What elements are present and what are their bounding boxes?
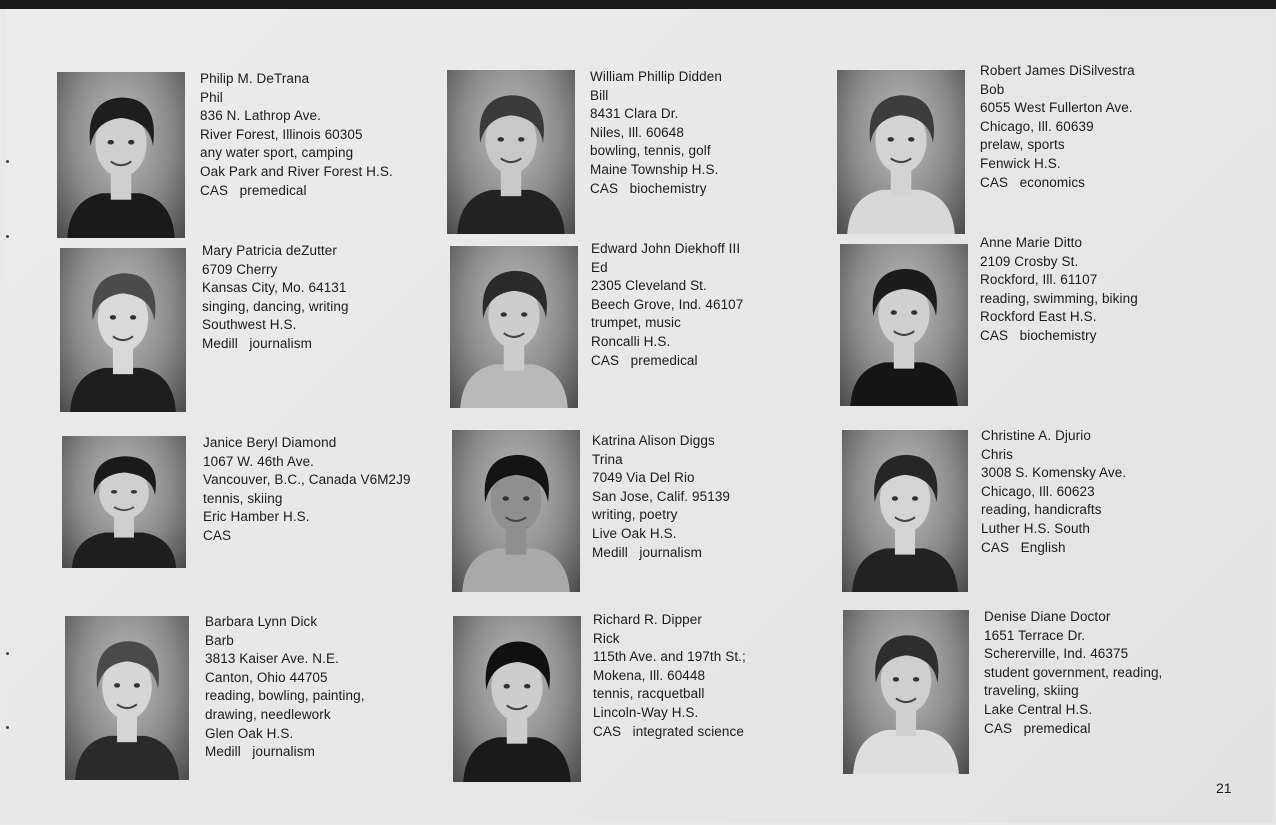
student-portrait-photo: [837, 70, 965, 234]
student-detail-line: CAS: [203, 527, 232, 543]
student-detail-line: prelaw, sports: [980, 137, 1065, 153]
student-name: Christine A. Djurio: [981, 428, 1091, 443]
student-name: William Phillip Didden: [590, 69, 722, 84]
binding-hole: [6, 652, 9, 655]
student-detail-line: Rockford East H.S.: [980, 309, 1097, 325]
student-detail-line: Ed: [591, 259, 608, 275]
student-detail-line: Schererville, Ind. 46375: [984, 646, 1129, 662]
student-info: [981, 427, 1126, 557]
student-detail-line: 7049 Via Del Rio: [592, 470, 695, 486]
student-name: Janice Beryl Diamond: [203, 435, 337, 450]
student-detail-line: Lincoln-Way H.S.: [593, 704, 699, 720]
binding-hole: [6, 726, 9, 729]
student-name: Denise Diane Doctor: [984, 609, 1111, 624]
student-detail-line: 836 N. Lathrop Ave.: [200, 108, 321, 124]
student-detail-line: 115th Ave. and 197th St.;: [593, 649, 746, 665]
student-name: Katrina Alison Diggs: [592, 433, 715, 448]
student-portrait-photo: [447, 70, 575, 234]
student-name: Mary Patricia deZutter: [202, 243, 337, 258]
student-detail-line: Lake Central H.S.: [984, 701, 1093, 717]
student-detail-line: bowling, tennis, golf: [590, 143, 711, 159]
student-info: [202, 242, 349, 354]
student-detail-line: Eric Hamber H.S.: [203, 509, 310, 525]
student-portrait-photo: [57, 72, 185, 238]
student-name: Edward John Diekhoff III: [591, 241, 741, 256]
student-detail-line: 2109 Crosby St.: [980, 253, 1079, 269]
student-detail-line: Canton, Ohio 44705: [205, 669, 328, 685]
student-detail-line: Rockford, Ill. 61107: [980, 272, 1098, 288]
student-detail-line: Glen Oak H.S.: [205, 725, 294, 741]
student-detail-line: trumpet, music: [591, 315, 681, 331]
student-detail-line: Vancouver, B.C., Canada V6M2J9: [203, 472, 411, 488]
student-detail-line: CAS integrated science: [593, 723, 744, 739]
student-detail-line: 6055 West Fullerton Ave.: [980, 100, 1133, 116]
student-portrait-photo: [842, 430, 968, 592]
student-detail-line: Medill journalism: [202, 335, 312, 351]
student-info: [205, 613, 365, 762]
student-detail-line: Trina: [592, 451, 623, 467]
student-detail-line: Bob: [980, 81, 1005, 97]
student-detail-line: Medill journalism: [592, 544, 702, 560]
student-info: [200, 70, 393, 200]
student-detail-line: Roncalli H.S.: [591, 333, 671, 349]
student-detail-line: Chicago, Ill. 60623: [981, 483, 1095, 499]
student-detail-line: drawing, needlework: [205, 706, 331, 722]
student-detail-line: Niles, Ill. 60648: [590, 124, 684, 140]
student-detail-line: tennis, racquetball: [593, 686, 705, 702]
student-info: [980, 234, 1138, 346]
student-detail-line: CAS biochemistry: [590, 180, 707, 196]
student-name: Barbara Lynn Dick: [205, 614, 318, 629]
student-detail-line: reading, bowling, painting,: [205, 688, 365, 704]
student-detail-line: Rick: [593, 630, 620, 646]
student-portrait-photo: [453, 616, 581, 782]
student-detail-line: any water sport, camping: [200, 145, 354, 161]
student-detail-line: Medill journalism: [205, 744, 315, 760]
student-detail-line: Live Oak H.S.: [592, 525, 677, 541]
student-detail-line: 1651 Terrace Dr.: [984, 627, 1086, 643]
student-portrait-photo: [452, 430, 580, 592]
student-portrait-photo: [840, 244, 968, 406]
student-detail-line: traveling, skiing: [984, 683, 1079, 699]
student-detail-line: Chris: [981, 446, 1014, 462]
student-info: [591, 240, 743, 370]
student-detail-line: Chicago, Ill. 60639: [980, 118, 1094, 134]
student-name: Anne Marie Ditto: [980, 235, 1083, 250]
student-detail-line: 1067 W. 46th Ave.: [203, 453, 315, 469]
student-detail-line: CAS economics: [980, 174, 1086, 190]
student-detail-line: CAS premedical: [200, 182, 307, 198]
student-detail-line: Barb: [205, 632, 234, 648]
student-portrait-photo: [62, 436, 186, 568]
student-name: Philip M. DeTrana: [200, 71, 310, 86]
student-info: [593, 611, 746, 741]
student-portrait-photo: [65, 616, 189, 780]
student-detail-line: 2305 Cleveland St.: [591, 278, 707, 294]
student-detail-line: student government, reading,: [984, 664, 1163, 680]
student-detail-line: 8431 Clara Dr.: [590, 106, 679, 122]
student-portrait-photo: [843, 610, 969, 774]
student-portrait-photo: [450, 246, 578, 408]
student-detail-line: Phil: [200, 89, 223, 105]
student-detail-line: CAS biochemistry: [980, 327, 1097, 343]
student-info: [592, 432, 730, 562]
student-detail-line: CAS English: [981, 539, 1066, 555]
student-detail-line: CAS premedical: [984, 720, 1091, 736]
page-number: 21: [1216, 780, 1232, 796]
student-detail-line: Bill: [590, 87, 609, 103]
student-info: [984, 608, 1162, 738]
student-detail-line: Maine Township H.S.: [590, 161, 719, 177]
student-detail-line: Kansas City, Mo. 64131: [202, 280, 347, 296]
student-name: Robert James DiSilvestra: [980, 63, 1135, 78]
scan-top-edge: [0, 0, 1276, 9]
student-detail-line: River Forest, Illinois 60305: [200, 126, 363, 142]
student-detail-line: Luther H.S. South: [981, 520, 1091, 536]
student-detail-line: reading, handicrafts: [981, 502, 1102, 518]
student-name: Richard R. Dipper: [593, 612, 702, 627]
student-detail-line: Beech Grove, Ind. 46107: [591, 296, 744, 312]
student-info: [590, 68, 722, 198]
binding-hole: [6, 160, 9, 163]
student-detail-line: 3008 S. Komensky Ave.: [981, 465, 1127, 481]
student-detail-line: Oak Park and River Forest H.S.: [200, 163, 393, 179]
student-detail-line: Mokena, Ill. 60448: [593, 667, 706, 683]
student-portrait-photo: [60, 248, 186, 412]
student-detail-line: San Jose, Calif. 95139: [592, 488, 731, 504]
student-detail-line: 3813 Kaiser Ave. N.E.: [205, 651, 339, 667]
student-detail-line: writing, poetry: [592, 507, 678, 523]
student-detail-line: reading, swimming, biking: [980, 290, 1138, 306]
student-detail-line: tennis, skiing: [203, 490, 283, 506]
student-detail-line: singing, dancing, writing: [202, 298, 349, 314]
binding-hole: [6, 235, 9, 238]
student-detail-line: CAS premedical: [591, 352, 698, 368]
student-detail-line: Southwest H.S.: [202, 317, 297, 333]
student-detail-line: 6709 Cherry: [202, 261, 278, 277]
student-detail-line: Fenwick H.S.: [980, 155, 1061, 171]
student-info: [203, 434, 411, 546]
student-info: [980, 62, 1135, 192]
